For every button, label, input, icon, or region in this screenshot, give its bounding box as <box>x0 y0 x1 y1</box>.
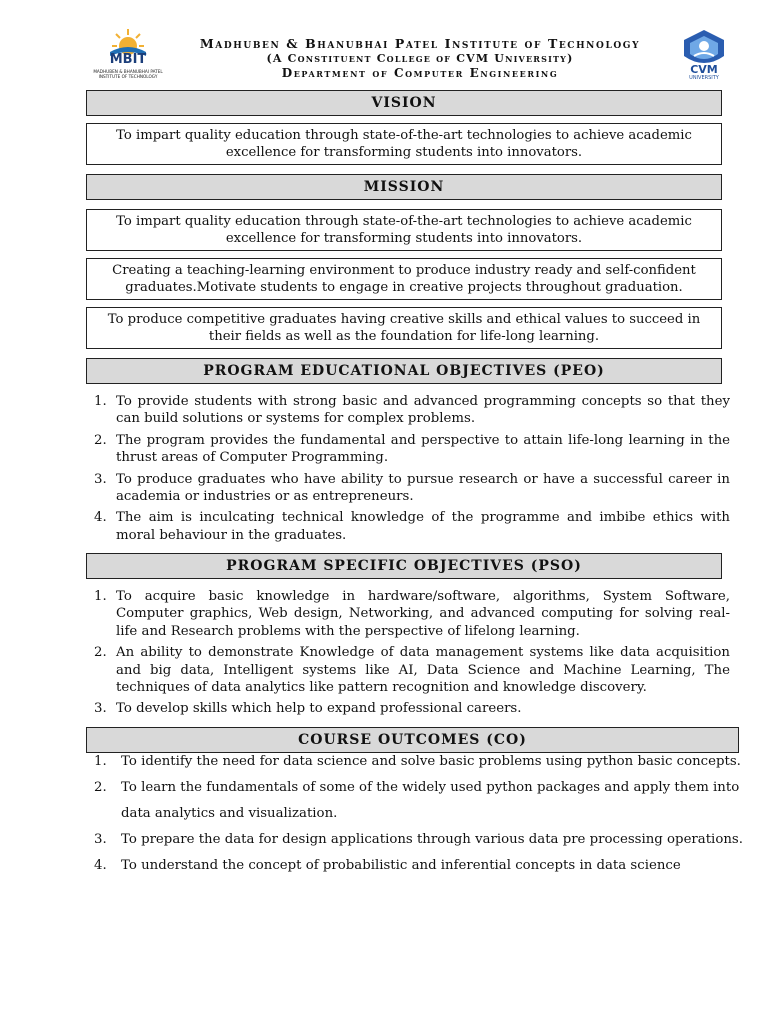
list-text: An ability to demonstrate Knowledge of data management systems like data acquisition and big data, Intelligent systems like AI, Data Science and Machine Learning, The techniques of data analytics like pattern recognition and knowledge discovery. <box>116 645 730 696</box>
list-item <box>86 775 746 827</box>
list-number: 1. <box>94 589 107 604</box>
list-number: 3. <box>94 832 107 847</box>
document-header <box>0 0 768 88</box>
list-item <box>86 432 730 467</box>
peo-heading: PROGRAM EDUCATIONAL OBJECTIVES (PEO) <box>86 358 722 384</box>
list-number: 2. <box>94 432 107 448</box>
list-number: 1. <box>94 394 107 409</box>
list-text: To identify the need for data science and solve basic problems using python basic concepts. <box>121 754 741 769</box>
mbit-logo <box>88 26 168 84</box>
cvm-logo-text: CVM <box>690 63 718 76</box>
list-number: 3. <box>94 471 107 487</box>
list-item <box>86 700 730 717</box>
institute-name: Madhuben & Bhanubhai Patel Institute of Technology <box>199 36 641 51</box>
list-text: To provide students with strong basic and advanced programming concepts so that they can build solutions or systems for complex problems. <box>116 394 730 427</box>
mbit-logo-text: MBIT <box>109 52 147 67</box>
list-number: 1. <box>94 754 107 769</box>
list-number: 4. <box>94 510 107 526</box>
vision-heading: VISION <box>86 90 722 116</box>
list-item <box>86 471 730 506</box>
list-text: To prepare the data for design applications through various data pre processing operations. <box>121 832 743 847</box>
list-number: 3. <box>94 701 107 717</box>
list-text: To produce graduates who have ability to pursue research or have a successful career in academia or industries or as entrepreneurs. <box>116 471 730 505</box>
mission-heading: MISSION <box>86 174 722 200</box>
list-item <box>86 393 730 428</box>
cvm-logo-caption: UNIVERSITY <box>689 75 719 81</box>
cvm-logo <box>672 26 736 82</box>
co-heading: COURSE OUTCOMES (CO) <box>86 727 739 753</box>
list-number: 4. <box>94 858 107 873</box>
list-text: The aim is inculcating technical knowledge of the programme and imbibe ethics with moral behaviour in the graduates. <box>116 510 730 543</box>
co-list <box>86 749 746 879</box>
vision-statement: To impart quality education through state-of-the-art technologies to achieve academic excellence for transforming students into innovators. <box>86 123 722 165</box>
header-titles <box>170 36 670 81</box>
list-text: To learn the fundamentals of some of the widely used python packages and apply them into data analytics and visualization. <box>121 780 740 821</box>
mission-item-2: Creating a teaching-learning environment to produce industry ready and self-confident graduates.Motivate students to engage in creative projects throughout graduation. <box>86 258 722 300</box>
mission-item-3: To produce competitive graduates having creative skills and ethical values to succeed in their fields as well as the foundation for life-long learning. <box>86 307 722 349</box>
list-item <box>86 509 730 544</box>
constituent-note: (A Constituent College of CVM University) <box>266 52 574 65</box>
mission-item-1: To impart quality education through state-of-the-art technologies to achieve academic excellence for transforming students into innovators. <box>86 209 722 251</box>
list-item <box>86 588 730 640</box>
mbit-logo-caption: MADHUBEN & BHANUBHAI PATEL INSTITUTE OF TECHNOLOGY <box>93 69 163 79</box>
list-text: To acquire basic knowledge in hardware/software, algorithms, System Software, Computer graphics, Web design, Networking, and advanced computing for solving real-life and Research problems with the perspective of lifelong learning. <box>116 589 730 639</box>
peo-list <box>86 393 730 548</box>
list-text: The program provides the fundamental and perspective to attain life-long learning in the thrust areas of Computer Programming. <box>116 432 730 466</box>
list-item <box>86 749 746 775</box>
list-number: 2. <box>94 645 107 661</box>
list-item <box>86 644 730 696</box>
list-text: To develop skills which help to expand professional careers. <box>116 701 522 717</box>
pso-heading: PROGRAM SPECIFIC OBJECTIVES (PSO) <box>86 553 722 579</box>
list-number: 2. <box>94 780 107 795</box>
department-name: Department of Computer Engineering <box>281 66 559 80</box>
list-item <box>86 827 746 853</box>
pso-list <box>86 588 730 722</box>
list-text: To understand the concept of probabilistic and inferential concepts in data science <box>121 858 681 873</box>
list-item <box>86 853 746 879</box>
